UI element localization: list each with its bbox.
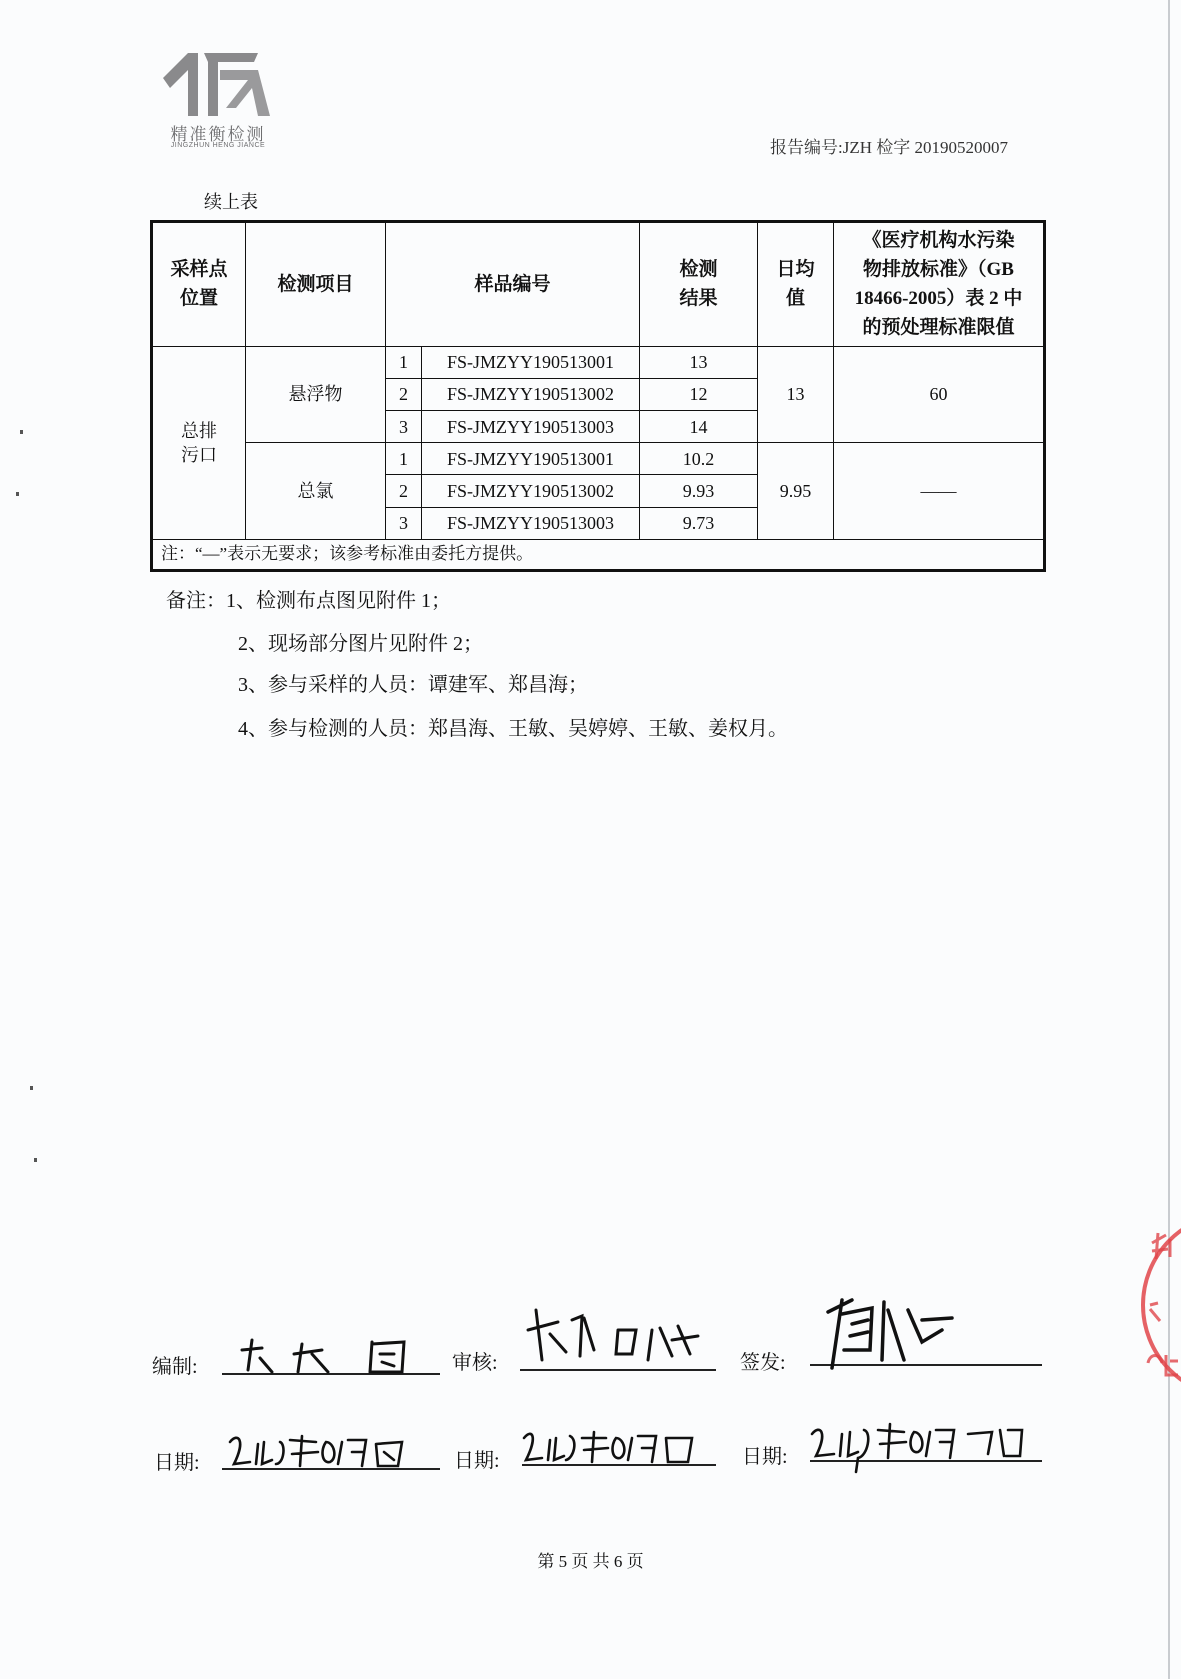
table-row xyxy=(152,443,1045,475)
sample-cell: FS-JMZYY190513002 xyxy=(422,475,640,507)
remark-4: 4、参与检测的人员：郑昌海、王敏、吴婷婷、王敏、姜权月。 xyxy=(238,718,788,740)
company-logo xyxy=(158,48,278,158)
review-label: 审核: xyxy=(452,1352,498,1374)
logo-en-text: JINGZHUN HENG JIANCE xyxy=(170,142,266,149)
date-handwriting-review-icon xyxy=(520,1424,720,1466)
continued-label: 续上表 xyxy=(204,192,258,212)
date-label-issue: 日期: xyxy=(742,1446,788,1468)
company-stamp xyxy=(1130,1205,1181,1405)
row-index: 1 xyxy=(386,346,422,378)
results-table xyxy=(150,220,1046,572)
sample-cell: FS-JMZYY190513003 xyxy=(422,507,640,539)
logo-cn-text: 精准衡检测 xyxy=(170,125,266,144)
logo-mark-icon xyxy=(158,48,278,118)
stamp-seal-icon xyxy=(1130,1205,1181,1405)
date-handwriting-compile-icon xyxy=(226,1430,426,1470)
date-handwriting-issue-icon xyxy=(808,1416,1048,1476)
table-note: 注：“—”表示无要求；该参考标准由委托方提供。 xyxy=(152,539,1045,570)
compile-label: 编制: xyxy=(152,1356,198,1378)
table-note-row xyxy=(152,539,1045,570)
daily-avg-cell: 13 xyxy=(758,346,834,443)
compile-signature-icon xyxy=(232,1330,432,1380)
row-index: 3 xyxy=(386,507,422,539)
item-cell: 总氯 xyxy=(246,443,386,540)
row-index: 3 xyxy=(386,411,422,443)
limit-cell: —— xyxy=(834,443,1045,540)
page-footer: 第 5 页 共 6 页 xyxy=(537,1552,644,1571)
header-standard: 《医疗机构水污染 物排放标准》（GB 18466-2005）表 2 中 的预处理标准限值 xyxy=(834,222,1045,347)
remark-1: 备注：1、检测布点图见附件 1； xyxy=(166,590,451,612)
result-cell: 10.2 xyxy=(640,443,758,475)
table-header-row xyxy=(152,222,1045,347)
location-cell: 总排污口 xyxy=(152,346,246,539)
issue-label: 签发: xyxy=(740,1352,786,1374)
row-index: 1 xyxy=(386,443,422,475)
header-location: 采样点位置 xyxy=(152,222,246,347)
sample-cell: FS-JMZYY190513003 xyxy=(422,411,640,443)
report-number: 报告编号:JZH 检字 20190520007 xyxy=(770,138,1008,157)
page-edge xyxy=(1168,0,1170,1679)
binding-mark xyxy=(30,1086,33,1090)
binding-mark xyxy=(34,1158,37,1162)
limit-cell: 60 xyxy=(834,346,1045,443)
row-index: 2 xyxy=(386,475,422,507)
result-cell: 12 xyxy=(640,378,758,410)
binding-mark xyxy=(16,492,19,496)
date-label-compile: 日期: xyxy=(154,1452,200,1474)
header-result: 检测结果 xyxy=(640,222,758,347)
header-sample-no: 样品编号 xyxy=(386,222,640,347)
review-signature-icon xyxy=(522,1300,722,1370)
result-cell: 13 xyxy=(640,346,758,378)
remark-2: 2、现场部分图片见附件 2； xyxy=(238,633,483,655)
table-row xyxy=(152,346,1045,378)
result-cell: 14 xyxy=(640,411,758,443)
row-index: 2 xyxy=(386,378,422,410)
sample-cell: FS-JMZYY190513001 xyxy=(422,443,640,475)
sample-cell: FS-JMZYY190513001 xyxy=(422,346,640,378)
header-daily-avg: 日均值 xyxy=(758,222,834,347)
issue-signature-icon xyxy=(812,1290,972,1380)
daily-avg-cell: 9.95 xyxy=(758,443,834,540)
remark-3: 3、参与采样的人员：谭建军、郑昌海； xyxy=(238,674,588,696)
result-cell: 9.73 xyxy=(640,507,758,539)
sample-cell: FS-JMZYY190513002 xyxy=(422,378,640,410)
item-cell: 悬浮物 xyxy=(246,346,386,443)
binding-mark xyxy=(20,430,23,434)
header-item: 检测项目 xyxy=(246,222,386,347)
date-label-review: 日期: xyxy=(454,1450,500,1472)
result-cell: 9.93 xyxy=(640,475,758,507)
